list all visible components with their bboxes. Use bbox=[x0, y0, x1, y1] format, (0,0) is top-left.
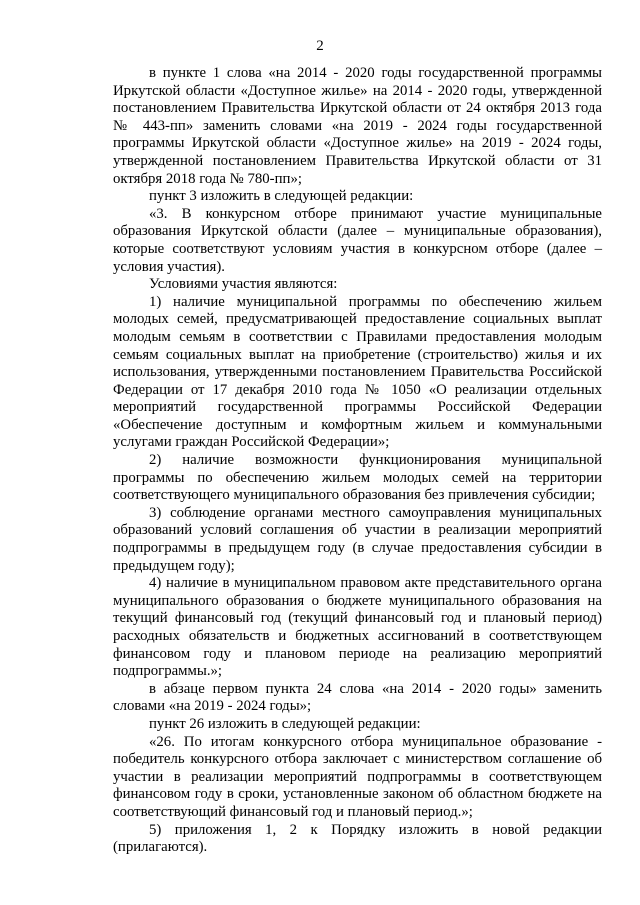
paragraph-conditions-heading: Условиями участия являются: bbox=[149, 276, 338, 293]
paragraph-item-26-heading: пункт 26 изложить в следующей редакции: bbox=[149, 715, 421, 732]
paragraph-item-26-text: «26. По итогам конкурсного отбора муниципальное образование - победитель конкурсного отбора заключает с министерством соглашение об участии в реализации мероприятий подпрограммы в соответствующем финансовом году в сроки, установленные законом об областном бюджете на соответствующий финансовый год и плановый период.»; bbox=[113, 733, 602, 820]
paragraph-condition-1: 1) наличие муниципальной программы по обеспечению жильем молодых семей, предусматривающей предоставление социальных выплат молодым семьям в соответствии с Правилами предоставления молодым семьям социальных выплат на приобретение (строительство) жилья и их использования, утвержденными постановлением Правительства Российской Федерации от 17 декабря 2010 года № 1050 «О реализации отдельных мероприятий государственной программы Российской Федерации «Обеспечение доступным и комфортным жильем и коммунальными услугами граждан Российской Федерации»; bbox=[113, 293, 602, 451]
paragraph-condition-2: 2) наличие возможности функционирования муниципальной программы по обеспечению жильем молодых семей на территории соответствующего муниципального образования без привлечения субсидии; bbox=[113, 452, 602, 504]
paragraph-condition-4: 4) наличие в муниципальном правовом акте представительного органа муниципального образования о бюджете муниципального образования на текущий финансовый год (текущий финансовый год и плановый период) расходных обязательств и бюджетных ассигнований в соответствующем финансовом году и плановом периоде на реализацию мероприятий подпрограммы.»; bbox=[113, 575, 602, 680]
paragraph-item-24-words: в абзаце первом пункта 24 слова «на 2014 - 2020 годы» заменить словами «на 2019 - 2024 годы»; bbox=[113, 680, 602, 715]
paragraph-condition-3: 3) соблюдение органами местного самоуправления муниципальных образований условий соглашения об участии в реализации мероприятий подпрограммы в предыдущем году (в случае предоставления субсидии в предыдущем году); bbox=[113, 504, 602, 574]
paragraph-item-1-words: в пункте 1 слова «на 2014 - 2020 годы государственной программы Иркутской области «Доступное жилье» на 2014 - 2020 годы, утвержденной постановлением Правительства Иркутской области от 24 октября 2013 года № 443-пп» заменить словами «на 2019 - 2024 годы государственной программы Иркутской области «Доступное жилье» на 2019 - 2024 годы, утвержденной постановлением Правительства Иркутской области от 31 октября 2018 года № 780-пп»; bbox=[113, 65, 602, 187]
paragraph-item-3-text: «3. В конкурсном отборе принимают участие муниципальные образования Иркутской области (далее – муниципальные образования), которые соответствуют условиям участия в конкурсном отборе (далее – условия участия). bbox=[113, 205, 602, 275]
page-number: 2 bbox=[316, 38, 324, 54]
paragraph-appendices: 5) приложения 1, 2 к Порядку изложить в новой редакции (прилагаются). bbox=[113, 821, 602, 856]
paragraph-item-3-heading: пункт 3 изложить в следующей редакции: bbox=[149, 188, 414, 205]
document-body bbox=[113, 65, 602, 857]
